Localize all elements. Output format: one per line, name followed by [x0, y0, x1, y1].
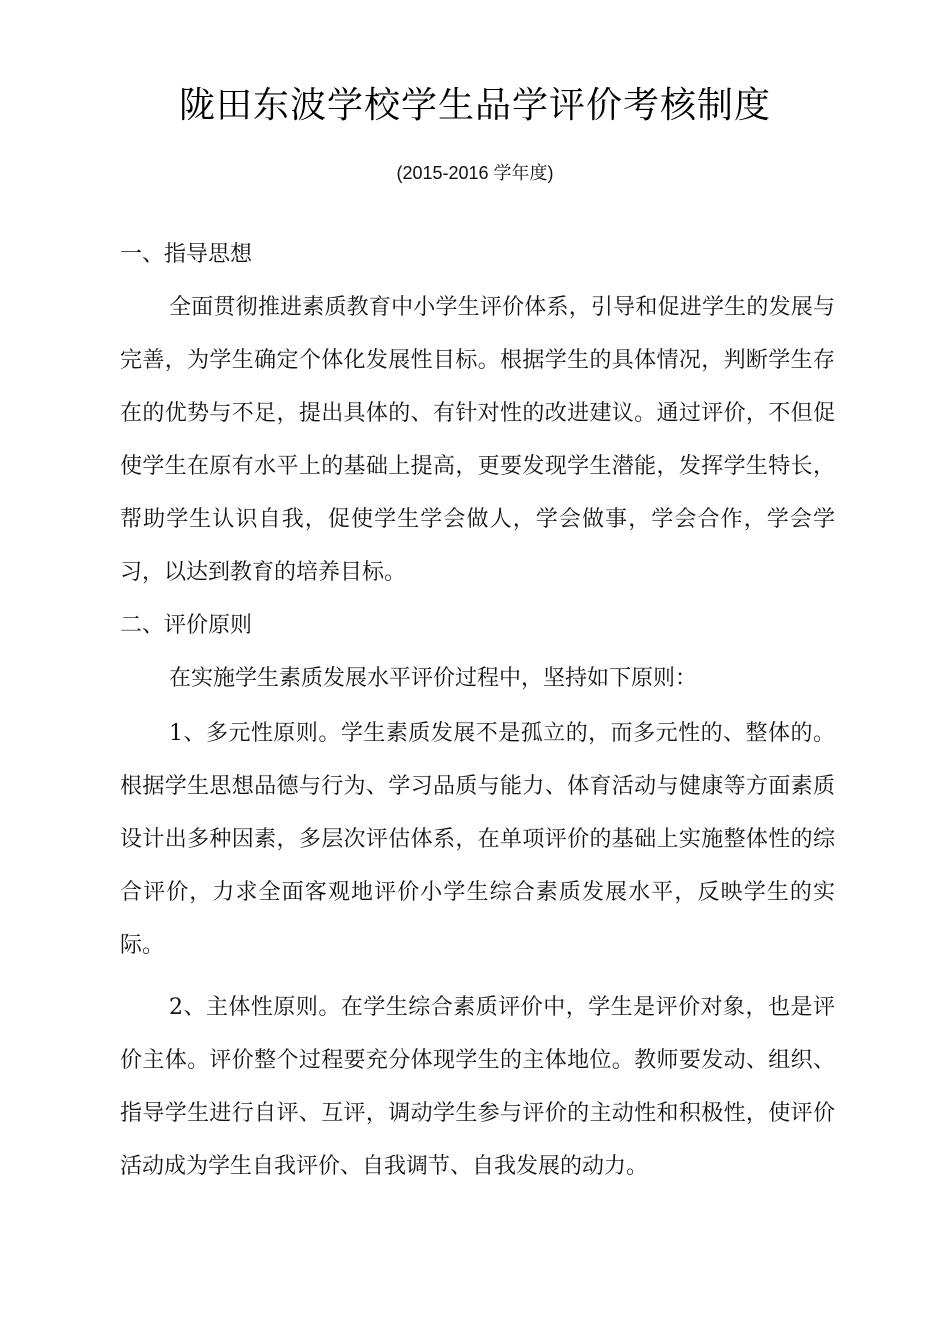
paragraph-principle-subjectivity: 2、主体性原则。在学生综合素质评价中，学生是评价对象，也是评价主体。评价整个过程要充分体现学生的主体地位。教师要发动、组织、指导学生进行自评、互评，调动学生参与评价的主动性和积极性，使评价活动成为学生自我评价、自我调节、自我发展的动力。 [120, 995, 835, 1179]
paragraph-guiding-ideology: 全面贯彻推进素质教育中小学生评价体系，引导和促进学生的发展与完善，为学生确定个体化发展性目标。根据学生的具体情况，判断学生存在的优势与不足，提出具体的、有针对性的改进建议。通过评价，不但促使学生在原有水平上的基础上提高，更要发现学生潜能，发挥学生特长，帮助学生认识自我，促使学生学会做人，学会做事，学会合作，学会学习，以达到教育的培养目标。 [120, 295, 835, 585]
paragraph-principles-intro: 在实施学生素质发展水平评价过程中，坚持如下原则： [169, 666, 698, 691]
section-heading-guiding-ideology: 一、指导思想 [120, 242, 253, 267]
paragraph-principle-diversity: 1、多元性原则。学生素质发展不是孤立的，而多元性的、整体的。根据学生思想品德与行为、学习品质与能力、体育活动与健康等方面素质设计出多种因素，多层次评估体系，在单项评价的基础上实施整体性的综合评价，力求全面客观地评价小学生综合素质发展水平，反映学生的实际。 [120, 721, 835, 958]
section-heading-evaluation-principles: 二、评价原则 [120, 613, 253, 638]
document-subtitle: (2015-2016 学年度) [396, 163, 554, 183]
document-title: 陇田东波学校学生品学评价考核制度 [178, 85, 771, 126]
document-body [120, 228, 835, 1193]
